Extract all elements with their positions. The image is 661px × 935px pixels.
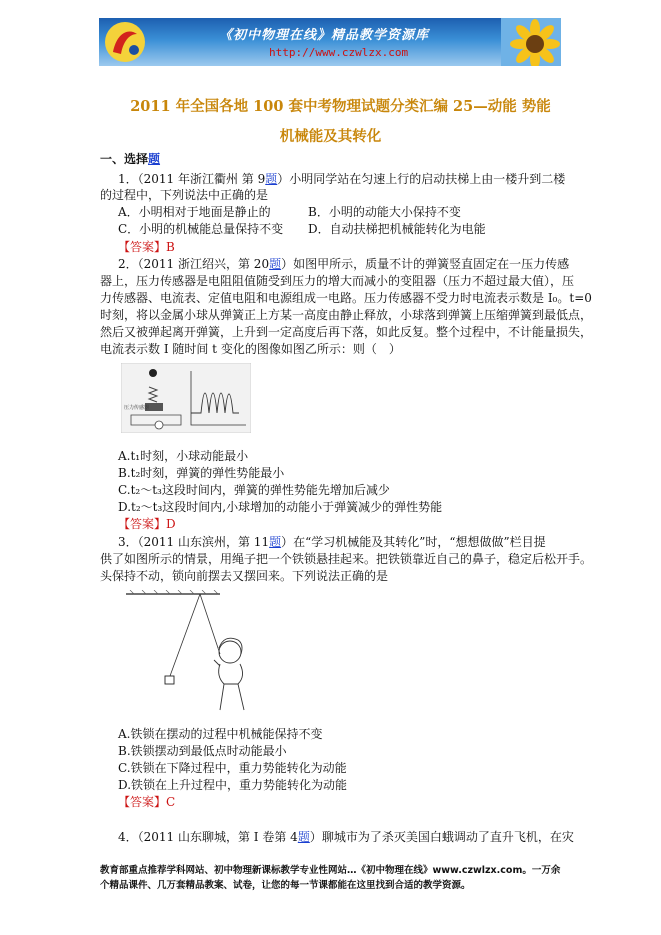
- q3-link[interactable]: 题: [269, 535, 282, 549]
- q3-option-a: A.铁锁在摆动的过程中机械能保持不变: [118, 727, 323, 741]
- q4-source: 4．（2011 山东聊城，第 I 卷第 4: [118, 830, 298, 844]
- footer-line-2: 个精品课件、几万套精品教案、试卷，让您的每一节课都能在这里找到合适的教学资源。: [100, 880, 471, 891]
- q2-line-3: 力传感器、电流表、定值电阻和电源组成一电路。压力传感器不受力时电流表示数是 I₀。t=0: [100, 291, 592, 305]
- q3-line-3: 头保持不动，锁向前摆去又摆回来。下列说法正确的是: [100, 569, 389, 583]
- q3-source: 3．（2011 山东滨州，第 11: [118, 535, 270, 549]
- q3-option-c: C.铁锁在下降过程中，重力势能转化为动能: [118, 761, 347, 775]
- q4-link[interactable]: 题: [297, 830, 310, 844]
- pendulum-lock-figure: [120, 590, 270, 712]
- q3-answer: 【答案】C: [118, 795, 176, 809]
- section-label: 一、选择: [100, 152, 149, 166]
- q3-text: ）在“学习机械能及其转化”时，“想想做做”栏目提: [281, 535, 546, 549]
- banner-url[interactable]: http://www.czwlzx.com: [269, 46, 409, 59]
- q2-option-b: B.t₂时刻，弹簧的弹性势能最小: [118, 466, 285, 480]
- q2-option-c: C.t₂～t₃这段时间内，弹簧的弹性势能先增加后减少: [118, 483, 390, 497]
- q1-option-a: A．小明相对于地面是静止的: [118, 205, 271, 219]
- q3-option-d: D.铁锁在上升过程中，重力势能转化为动能: [118, 778, 348, 792]
- q1-option-b: B．小明的动能大小保持不变: [308, 205, 461, 219]
- q2-answer: 【答案】D: [118, 517, 176, 531]
- q2-option-d: D.t₂～t₃这段时间内,小球增加的动能小于弹簧减少的弹性势能: [118, 500, 443, 514]
- document-title: 2011 年全国各地 100 套中考物理试题分类汇编 25—动能 势能: [130, 98, 551, 115]
- q2-source: 2．（2011 浙江绍兴，第 20: [118, 257, 270, 271]
- sensor-label: 压力传感器: [124, 405, 150, 411]
- section-heading: [100, 151, 160, 167]
- q3-line-1: [118, 534, 546, 550]
- footer-line-1: 教育部重点推荐学科网站、初中物理新课标教学专业性网站…《初中物理在线》www.czwlzx.com。一万余: [100, 865, 561, 876]
- q2-line-4: 时刻，将以金属小球从弹簧正上方某一高度由静止释放，小球落到弹簧上压缩弹簧到最低点，: [100, 308, 593, 322]
- q1-source: 1．（2011 年浙江衢州 第 9: [118, 172, 266, 186]
- q3-line-2: 供了如图所示的情景，用绳子把一个铁锁悬挂起来。把铁锁靠近自己的鼻子，稳定后松开手。: [100, 552, 593, 566]
- q1-option-d: D．自动扶梯把机械能转化为电能: [308, 222, 486, 236]
- document-subtitle: 机械能及其转化: [279, 128, 382, 145]
- q4-text: ）聊城市为了杀灭美国白蛾调动了直升飞机，在灾: [309, 830, 574, 844]
- q2-line-6: 电流表示数 I 随时间 t 变化的图像如图乙所示：则（ ）: [100, 342, 401, 356]
- q1-text: ）小明同学站在匀速上行的启动扶梯上由一楼升到二楼: [277, 172, 566, 186]
- ammeter-icon: [155, 421, 163, 429]
- q3-option-b: B.铁锁摆动到最低点时动能最小: [118, 744, 287, 758]
- q1-link[interactable]: 题: [265, 172, 278, 186]
- sunflower-icon: [501, 18, 561, 66]
- q1-line-2: 的过程中，下列说法中正确的是: [100, 188, 269, 202]
- ball-icon: [149, 369, 157, 377]
- q4-line-1: [118, 829, 574, 845]
- section-link[interactable]: 题: [148, 152, 161, 166]
- q1-line-1: [118, 171, 565, 187]
- q2-option-a: A.t₁时刻，小球动能最小: [118, 449, 249, 463]
- lock-icon: [165, 676, 174, 684]
- q2-line-5: 然后又被弹起离开弹簧，上升到一定高度后再下落，如此反复。整个过程中，不计能量损失，: [100, 325, 593, 339]
- site-logo-icon: [103, 20, 147, 64]
- q1-answer: 【答案】B: [118, 240, 175, 254]
- q2-line-1: [118, 256, 569, 272]
- q2-link[interactable]: 题: [269, 257, 282, 271]
- q1-option-c: C．小明的机械能总量保持不变: [118, 222, 284, 236]
- q2-line-2: 器上，压力传感器是电阻阻值随受到压力的增大而减小的变阻器（压力不超过最大值），压: [100, 274, 575, 288]
- banner-title: 《初中物理在线》精品教学资源库: [219, 28, 430, 43]
- q2-text: ）如图甲所示，质量不计的弹簧竖直固定在一压力传感: [281, 257, 570, 271]
- site-banner: [99, 18, 561, 66]
- spring-sensor-figure: [121, 363, 251, 433]
